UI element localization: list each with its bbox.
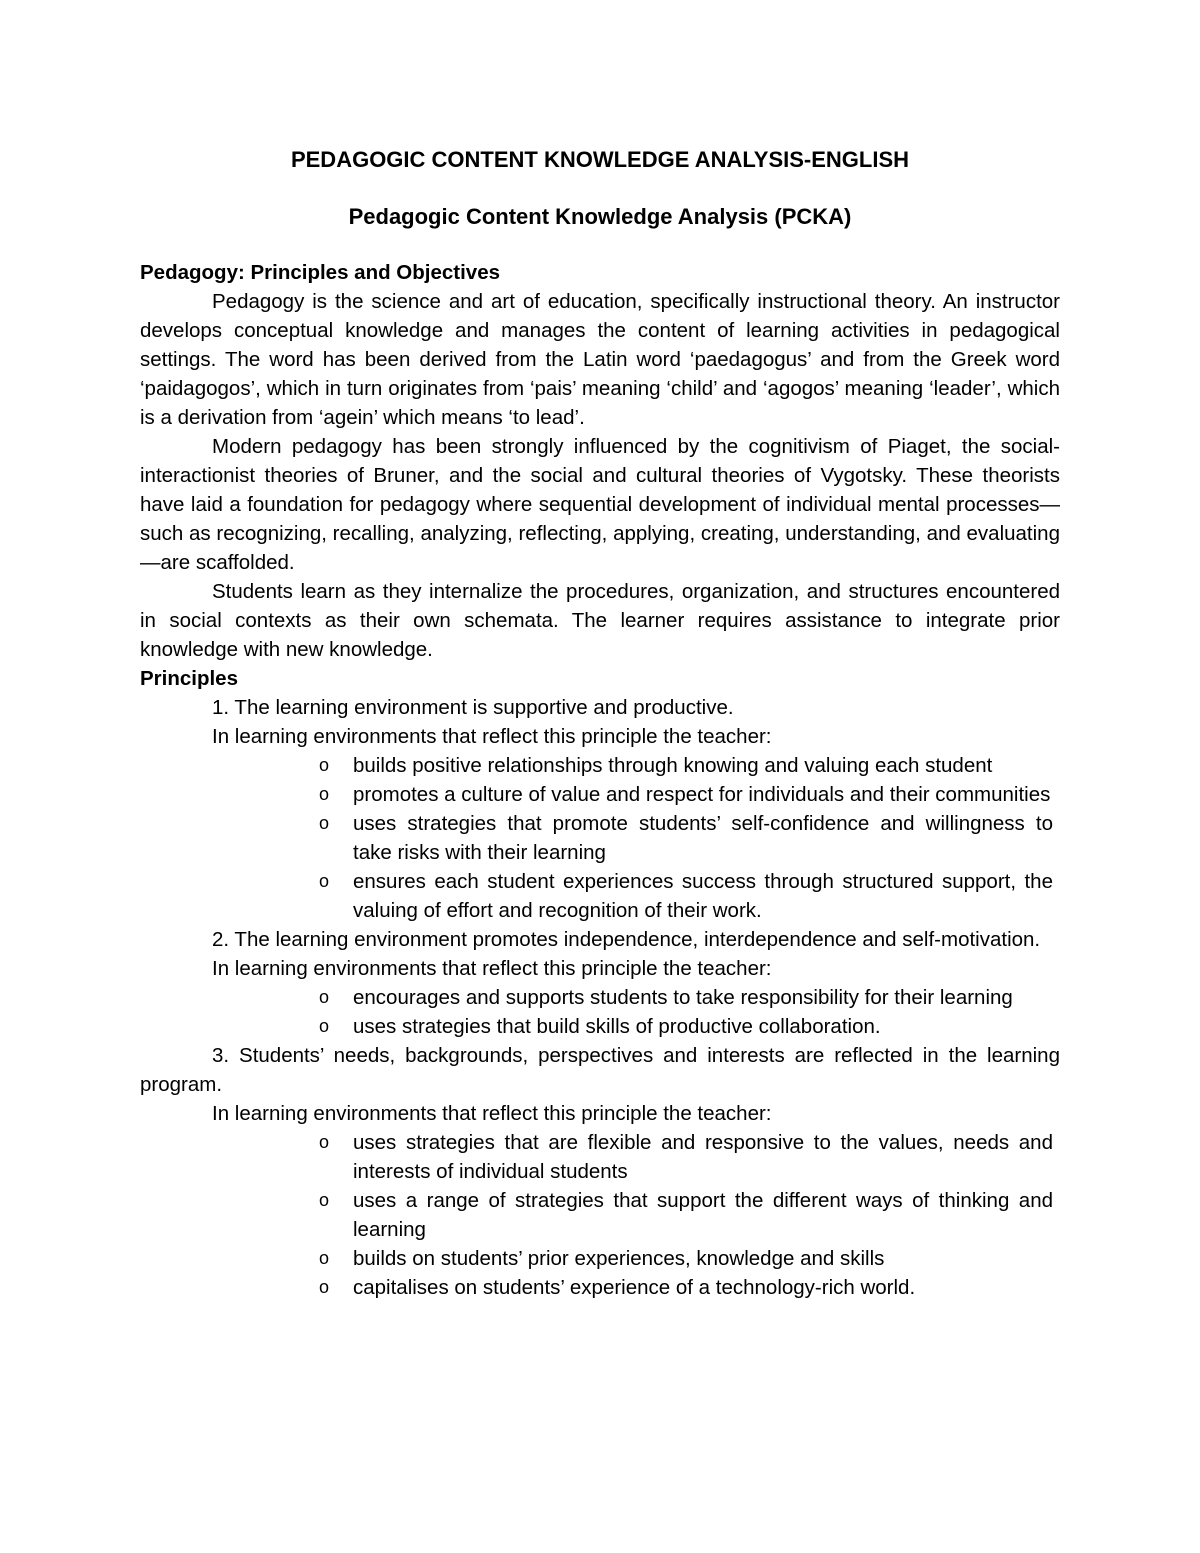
- bullet-marker: o: [319, 1248, 330, 1268]
- bullet-marker: o: [319, 1132, 330, 1152]
- list-item-text: encourages and supports students to take responsibility for their learning: [353, 986, 1013, 1009]
- list-item-text: uses strategies that are flexible and responsive to the values, needs and interests of individual students: [353, 1131, 1053, 1183]
- list-item-text: uses a range of strategies that support the different ways of thinking and learning: [353, 1189, 1053, 1241]
- principle-2-statement: 2. The learning environment promotes independence, interdependence and self-motivation.: [212, 928, 1041, 951]
- principle-3-bullet-list: [140, 1128, 1053, 1302]
- document-subtitle: Pedagogic Content Knowledge Analysis (PCKA): [348, 204, 852, 229]
- list-item-text: capitalises on students’ experience of a technology-rich world.: [353, 1276, 916, 1299]
- principle-1-intro: In learning environments that reflect this principle the teacher:: [212, 725, 772, 748]
- list-item: [319, 751, 1053, 780]
- document-title: PEDAGOGIC CONTENT KNOWLEDGE ANALYSIS-ENGLISH: [290, 147, 910, 172]
- list-item-text: builds on students’ prior experiences, knowledge and skills: [353, 1247, 885, 1270]
- list-item-text: builds positive relationships through knowing and valuing each student: [353, 754, 993, 777]
- list-item: [319, 1244, 1053, 1273]
- paragraph-students-learn: Students learn as they internalize the procedures, organization, and structures encountered in social contexts as their own schemata. The learner requires assistance to integrate prior knowledge with new knowledge.: [140, 580, 1060, 661]
- bullet-marker: o: [319, 987, 330, 1007]
- list-item-text: ensures each student experiences success through structured support, the valuing of effort and recognition of their work.: [353, 870, 1053, 922]
- list-item: [319, 1273, 1053, 1302]
- list-item-text: uses strategies that promote students’ self-confidence and willingness to take risks with their learning: [353, 812, 1053, 864]
- list-item: [319, 867, 1053, 925]
- principle-2-intro: In learning environments that reflect this principle the teacher:: [212, 957, 772, 980]
- bullet-marker: o: [319, 755, 330, 775]
- paragraph-modern-pedagogy: Modern pedagogy has been strongly influenced by the cognitivism of Piaget, the social-interactionist theories of Bruner, and the social and cultural theories of Vygotsky. These theorists have laid a foundation for pedagogy where sequential development of individual mental processes—such as recognizing, recalling, analyzing, reflecting, applying, creating, understanding, and evaluating—are scaffolded.: [140, 435, 1060, 574]
- bullet-marker: o: [319, 813, 330, 833]
- list-item: [319, 983, 1053, 1012]
- paragraph-definition: Pedagogy is the science and art of education, specifically instructional theory. An instructor develops conceptual knowledge and manages the content of learning activities in pedagogical settings. The word has been derived from the Latin word ‘paedagogus’ and from the Greek word ‘paidagogos’, which in turn originates from ‘pais’ meaning ‘child’ and ‘agogos’ meaning ‘leader’, which is a derivation from ‘agein’ which means ‘to lead’.: [140, 290, 1060, 429]
- principle-2-bullet-list: [140, 983, 1053, 1041]
- principle-3-intro: In learning environments that reflect this principle the teacher:: [212, 1102, 772, 1125]
- list-item: [319, 1186, 1053, 1244]
- bullet-marker: o: [319, 871, 330, 891]
- list-item-text: promotes a culture of value and respect for individuals and their communities: [353, 783, 1051, 806]
- list-item: [319, 780, 1053, 809]
- list-item: [319, 809, 1053, 867]
- list-item: [319, 1128, 1053, 1186]
- principle-1-bullet-list: [140, 751, 1053, 925]
- bullet-marker: o: [319, 1016, 330, 1036]
- section-heading-principles: Principles: [140, 667, 238, 690]
- bullet-marker: o: [319, 784, 330, 804]
- list-item: [319, 1012, 1053, 1041]
- principle-3-statement: 3. Students’ needs, backgrounds, perspectives and interests are reflected in the learning program.: [140, 1044, 1060, 1096]
- principle-1-statement: 1. The learning environment is supportive and productive.: [212, 696, 734, 719]
- document-body: [140, 258, 1060, 1302]
- section-heading-pedagogy: Pedagogy: Principles and Objectives: [140, 261, 501, 284]
- bullet-marker: o: [319, 1190, 330, 1210]
- bullet-marker: o: [319, 1277, 330, 1297]
- list-item-text: uses strategies that build skills of productive collaboration.: [353, 1015, 881, 1038]
